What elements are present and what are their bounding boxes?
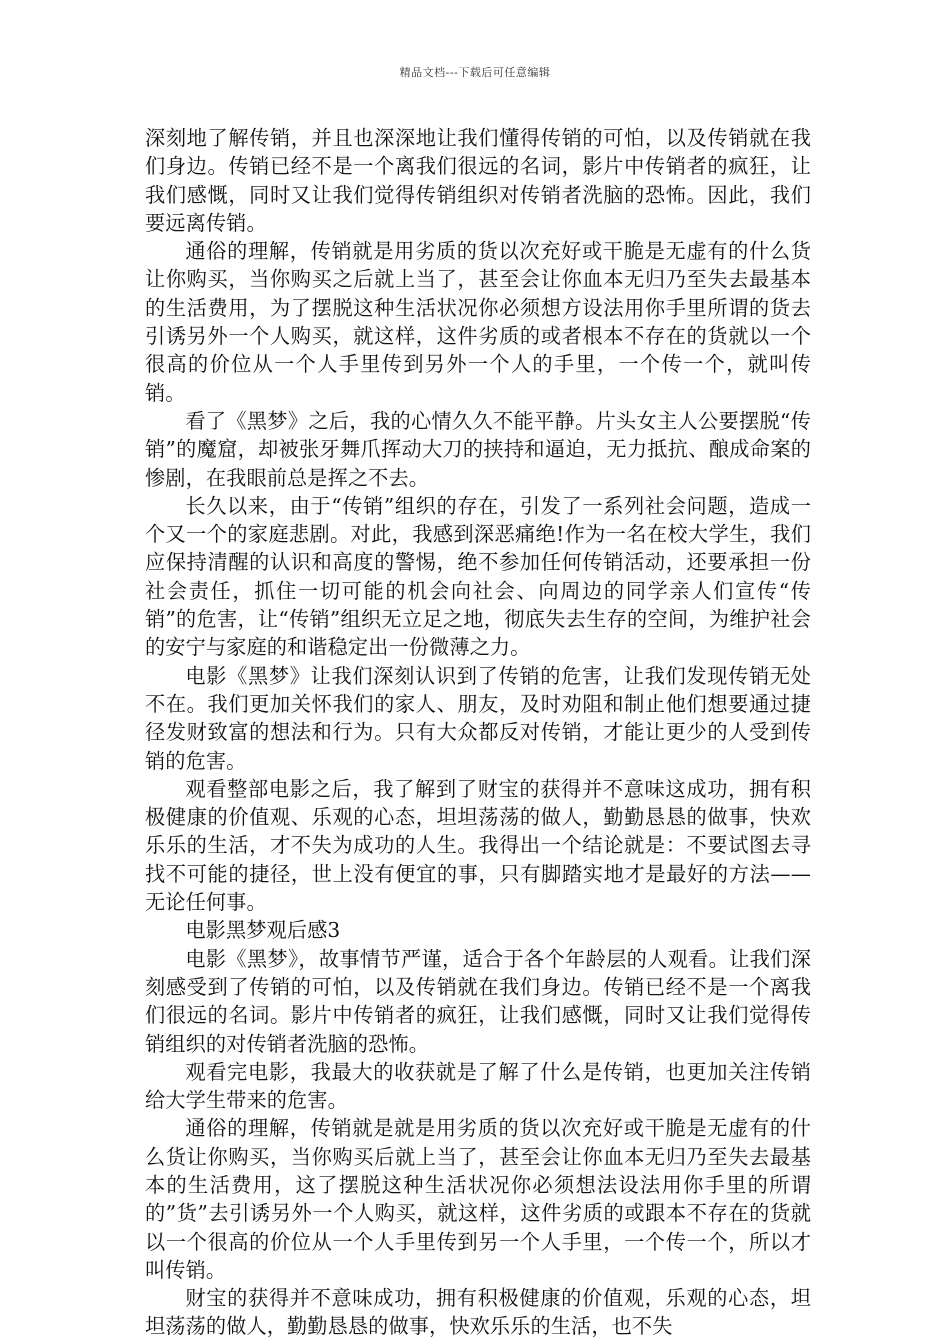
paragraph: 看了《黑梦》之后，我的心情久久不能平静。片头女主人公要摆脱“传销”的魔窟，却被张牙舞爪挥动大刀的挟持和逼迫，无力抵抗、酿成命案的惨剧，在我眼前总是挥之不去。 bbox=[145, 408, 811, 490]
section-heading: 电影黑梦观后感3 bbox=[185, 918, 341, 943]
paragraph: 观看完电影，我最大的收获就是了解了什么是传销，也更加关注传销给大学生带来的危害。 bbox=[145, 1059, 811, 1113]
document-body bbox=[145, 124, 811, 1341]
paragraph: 电影《黑梦》让我们深刻认识到了传销的危害，让我们发现传销无处不在。我们更加关怀我们的家人、朋友，及时劝阻和制止他们想要通过捷径发财致富的想法和行为。只有大众都反对传销，才能让更少的人受到传销的危害。 bbox=[145, 663, 811, 773]
paragraph: 财宝的获得并不意味成功，拥有积极健康的价值观，乐观的心态，坦坦荡荡的做人，勤勤恳恳的做事，快欢乐乐的生活，也不失 bbox=[145, 1286, 811, 1339]
paragraph: 通俗的理解，传销就是就是用劣质的货以次充好或干脆是无虚有的什么货让你购买，当你购买后就上当了，甚至会让你血本无归乃至失去最基本的生活费用，这了摆脱这种生活状况你必须想法设法用你手里的所谓的”货”去引诱另外一个人购买，就这样，这件劣质的或跟本不存在的货就以一个很高的价位从一个人手里传到另一个人手里，一个传一个，所以才叫传销。 bbox=[145, 1116, 811, 1282]
page-header: 精品文档---下载后可任意编辑 bbox=[399, 66, 551, 79]
paragraph: 长久以来，由于“传销”组织的存在，引发了一系列社会问题，造成一个又一个的家庭悲剧。对此，我感到深恶痛绝!作为一名在校大学生，我们应保持清醒的认识和高度的警惕，绝不参加任何传销活动，还要承担一份社会责任，抓住一切可能的机会向社会、向周边的同学亲人们宣传“传销”的危害，让“传销”组织无立足之地，彻底失去生存的空间，为维护社会的安宁与家庭的和谐稳定出一份微薄之力。 bbox=[145, 493, 811, 660]
paragraph: 观看整部电影之后，我了解到了财宝的获得并不意味这成功，拥有积极健康的价值观、乐观的心态，坦坦荡荡的做人，勤勤恳恳的做事，快欢乐乐的生活，才不失为成功的人生。我得出一个结论就是：不要试图去寻找不可能的捷径，世上没有便宜的事，只有脚踏实地才是最好的方法——无论任何事。 bbox=[145, 776, 811, 915]
paragraph: 深刻地了解传销，并且也深深地让我们懂得传销的可怕，以及传销就在我们身边。传销已经不是一个离我们很远的名词，影片中传销者的疯狂，让我们感慨，同时又让我们觉得传销组织对传销者洗脑的恐怖。因此，我们要远离传销。 bbox=[145, 126, 811, 235]
paragraph: 通俗的理解，传销就是用劣质的货以次充好或干脆是无虚有的什么货让你购买，当你购买之后就上当了，甚至会让你血本无归乃至失去最基本的生活费用，为了摆脱这种生活状况你必须想方设法用你手里所谓的货去引诱另外一个人购买，就这样，这件劣质的或者根本不存在的货就以一个很高的价位从一个人手里传到另外一个人的手里，一个传一个，就叫传销。 bbox=[145, 239, 811, 405]
paragraph: 电影《黑梦》，故事情节严谨，适合于各个年龄层的人观看。让我们深刻感受到了传销的可怕，以及传销就在我们身边。传销已经不是一个离我们很远的名词。影片中传销者的疯狂，让我们感慨，同时又让我们觉得传销组织的对传销者洗脑的恐怖。 bbox=[145, 946, 811, 1056]
